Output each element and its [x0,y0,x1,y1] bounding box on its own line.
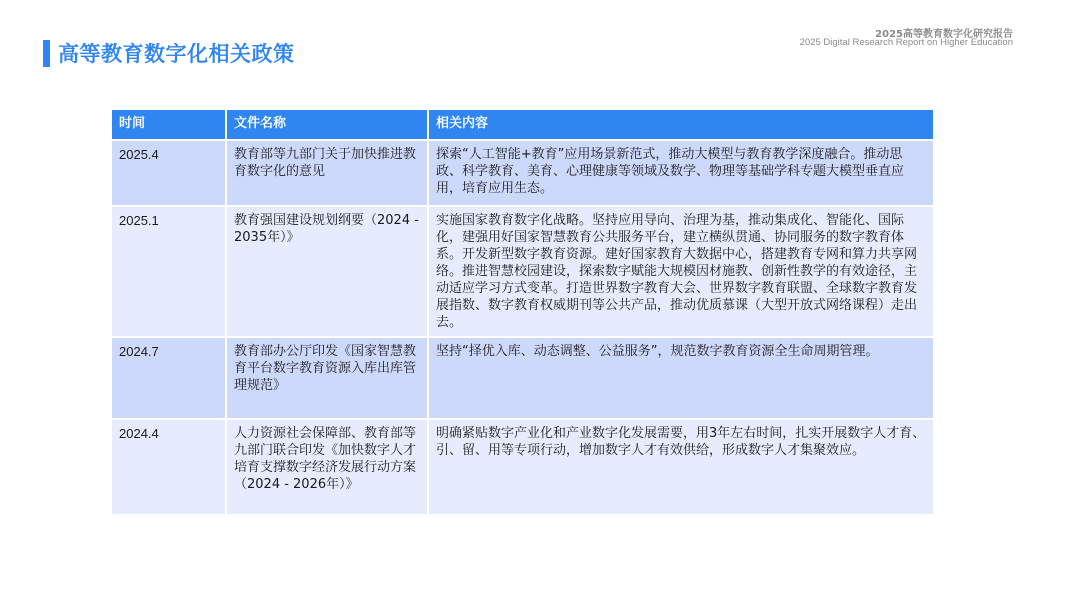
row-date: 2024.7 [111,337,226,419]
row-date: 2025.1 [111,206,226,337]
column-header-document: 文件名称 [226,109,428,140]
row-date: 2025.4 [111,140,226,206]
row-content: 明确紧贴数字产业化和产业数字化发展需要，用3年左右时间，扎实开展数字人才育、引、留、用等专项行动，增加数字人才有效供给，形成数字人才集聚效应。 [428,419,934,515]
table-header-row [111,109,934,140]
row-date: 2024.4 [111,419,226,515]
column-header-date: 时间 [111,109,226,140]
policy-table [110,108,935,516]
title-accent-bar [43,40,50,67]
row-document: 教育部办公厅印发《国家智慧教育平台数字教育资源入库出库管理规范》 [226,337,428,419]
column-header-content: 相关内容 [428,109,934,140]
row-content: 坚持“择优入库、动态调整、公益服务”，规范数字教育资源全生命周期管理。 [428,337,934,419]
report-title: 2025高等教育数字化研究报告 [875,29,1013,40]
table-row [111,206,934,337]
row-document: 教育强国建设规划纲要（2024 - 2035年）》 [226,206,428,337]
table-row [111,337,934,419]
page-title: 高等教育数字化相关政策 [58,42,295,66]
row-document: 教育部等九部门关于加快推进教育数字化的意见 [226,140,428,206]
table-row [111,140,934,206]
table-row [111,419,934,515]
row-content: 实施国家教育数字化战略。坚持应用导向、治理为基，推动集成化、智能化、国际化，建强用好国家智慧教育公共服务平台，建立横纵贯通、协同服务的数字教育体系。开发新型数字教育资源。建好国家教育大数据中心，搭建教育专网和算力共享网络。推进智慧校园建设，探索数字赋能大规模因材施教、创新性教学的有效途径，主动适应学习方式变革。打造世界数字教育大会、世界数字教育联盟、全球数字教育发展指数、数字教育权威期刊等公共产品，推动优质慕课（大型开放式网络课程）走出去。 [428,206,934,337]
row-document: 人力资源社会保障部、教育部等九部门联合印发《加快数字人才培育支撑数字经济发展行动方案（2024 - 2026年）》 [226,419,428,515]
row-content: 探索“人工智能+教育”应用场景新范式，推动大模型与教育教学深度融合。推动思政、科学教育、美育、心理健康等领域及数学、物理等基础学科专题大模型垂直应用，培育应用生态。 [428,140,934,206]
report-subtitle: 2025 Digital Research Report on Higher Education [799,37,1013,48]
